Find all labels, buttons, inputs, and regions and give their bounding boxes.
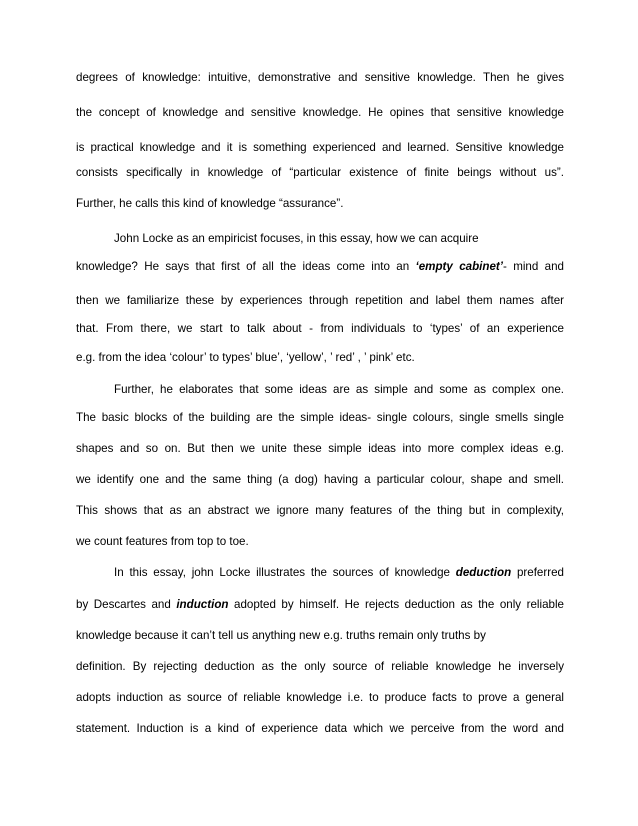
text-line: shapes and so on. But then we unite these simple ideas into more complex ideas e.g. bbox=[76, 442, 564, 455]
paragraph-first-line: John Locke as an empiricist focuses, in this essay, how we can acquire bbox=[114, 232, 479, 245]
text-line: consists specifically in knowledge of “particular existence of finite beings without us”. bbox=[76, 166, 564, 179]
paragraph-first-line: Further, he elaborates that some ideas are as simple and some as complex one. bbox=[114, 383, 564, 396]
text-run: - mind and bbox=[503, 260, 564, 273]
text-line: This shows that as an abstract we ignore many features of the thing but in complexity, bbox=[76, 504, 564, 517]
text-line: statement. Induction is a kind of experience data which we perceive from the word and bbox=[76, 722, 564, 735]
text-line: that. From there, we start to talk about - from individuals to ‘types’ of an experience bbox=[76, 322, 564, 335]
text-line: Further, he calls this kind of knowledge “assurance”. bbox=[76, 197, 344, 210]
text-line: e.g. from the idea ‘colour’ to types’ blue’, ‘yellow’, ’ red’ , ’ pink’ etc. bbox=[76, 351, 415, 364]
text-line: adopts induction as source of reliable knowledge i.e. to produce facts to prove a general bbox=[76, 691, 564, 704]
text-run: by Descartes and bbox=[76, 598, 177, 611]
emphasis-text: deduction bbox=[455, 566, 512, 579]
text-line: knowledge because it can’t tell us anything new e.g. truths remain only truths by bbox=[76, 629, 486, 642]
text-run: preferred bbox=[511, 566, 564, 579]
text-run: In this essay, john Locke illustrates the sources of knowledge bbox=[114, 566, 456, 579]
text-line: is practical knowledge and it is something experienced and learned. Sensitive knowledge bbox=[76, 141, 564, 154]
emphasis-text: ‘empty cabinet’ bbox=[415, 260, 504, 273]
text-line: we count features from top to toe. bbox=[76, 535, 249, 548]
text-line: The basic blocks of the building are the simple ideas- single colours, single smells single bbox=[76, 411, 564, 424]
text-line bbox=[76, 260, 564, 274]
text-line: degrees of knowledge: intuitive, demonstrative and sensitive knowledge. Then he gives bbox=[76, 71, 564, 84]
text-line: the concept of knowledge and sensitive knowledge. He opines that sensitive knowledge bbox=[76, 106, 564, 119]
text-line: we identify one and the same thing (a dog) having a particular colour, shape and smell. bbox=[76, 473, 564, 486]
text-line: definition. By rejecting deduction as the only source of reliable knowledge he inversely bbox=[76, 660, 564, 673]
emphasis-text: induction bbox=[176, 598, 229, 611]
text-run: adopted by himself. He rejects deduction as the only reliable bbox=[228, 598, 564, 611]
text-line bbox=[76, 598, 564, 612]
text-line: then we familiarize these by experiences through repetition and label them names after bbox=[76, 294, 564, 307]
paragraph-first-line bbox=[114, 566, 564, 580]
text-run: knowledge? He says that first of all the ideas come into an bbox=[76, 260, 416, 273]
